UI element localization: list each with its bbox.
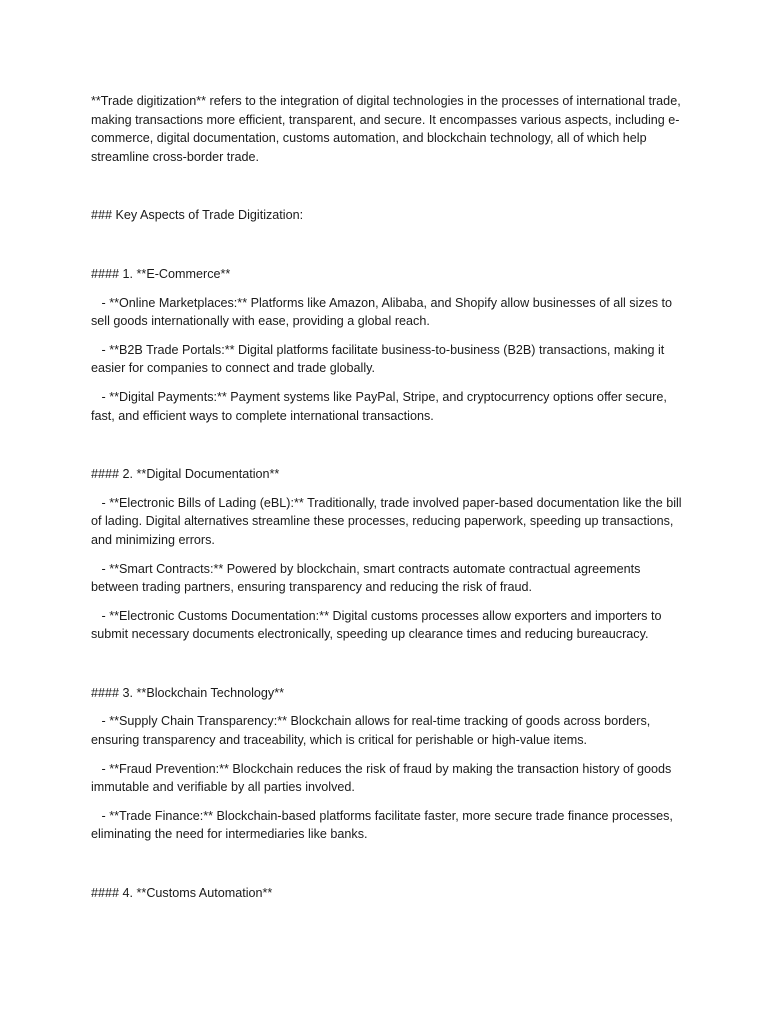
bullet-item: - **Trade Finance:** Blockchain-based platforms facilitate faster, more secure trade finance processes, eliminating the need for intermediaries like banks. — [91, 808, 677, 842]
section-heading: #### 1. **E-Commerce** — [91, 266, 231, 281]
section-heading: #### 3. **Blockchain Technology** — [91, 685, 285, 700]
bullet-item: - **Supply Chain Transparency:** Blockchain allows for real-time tracking of goods across borders, ensuring transparency and traceability, which is critical for perishable or high-value items. — [91, 714, 654, 748]
bullet-item: - **Online Marketplaces:** Platforms like Amazon, Alibaba, and Shopify allow businesses of all sizes to sell goods internationally with ease, providing a global reach. — [91, 295, 676, 329]
key-aspects-heading: ### Key Aspects of Trade Digitization: — [91, 208, 304, 223]
intro-paragraph: **Trade digitization** refers to the integration of digital technologies in the processes of international trade, making transactions more efficient, transparent, and secure. It encompasses various aspects, including e-commerce, digital documentation, customs automation, and blockchain technology, all of which help streamline cross-border trade. — [91, 94, 685, 164]
section-customs-automation — [91, 884, 683, 903]
document-page — [91, 92, 686, 913]
bullet-item: - **Smart Contracts:** Powered by blockchain, smart contracts automate contractual agreements between trading partners, ensuring transparency and reducing the risk of fraud. — [91, 561, 644, 595]
bullet-item: - **B2B Trade Portals:** Digital platforms facilitate business-to-business (B2B) transactions, making it easier for companies to connect and trade globally. — [91, 342, 668, 376]
section-ecommerce — [91, 265, 683, 425]
bullet-item: - **Fraud Prevention:** Blockchain reduces the risk of fraud by making the transaction history of goods immutable and verifiable by all parties involved. — [91, 761, 675, 795]
section-digital-documentation — [91, 465, 686, 644]
section-heading: #### 2. **Digital Documentation** — [91, 467, 280, 482]
bullet-item: - **Electronic Customs Documentation:** Digital customs processes allow exporters and importers to submit necessary documents electronically, speeding up clearance times and reducing bureaucracy. — [91, 608, 665, 642]
bullet-item: - **Electronic Bills of Lading (eBL):** Traditionally, trade involved paper-based documentation like the bill of lading. Digital alternatives streamline these processes, reducing paperwork, speeding up transactions, and minimizing errors. — [91, 495, 686, 547]
section-heading: #### 4. **Customs Automation** — [91, 886, 273, 901]
section-blockchain-technology — [91, 684, 683, 844]
bullet-item: - **Digital Payments:** Payment systems like PayPal, Stripe, and cryptocurrency options offer secure, fast, and efficient ways to complete international transactions. — [91, 389, 671, 423]
